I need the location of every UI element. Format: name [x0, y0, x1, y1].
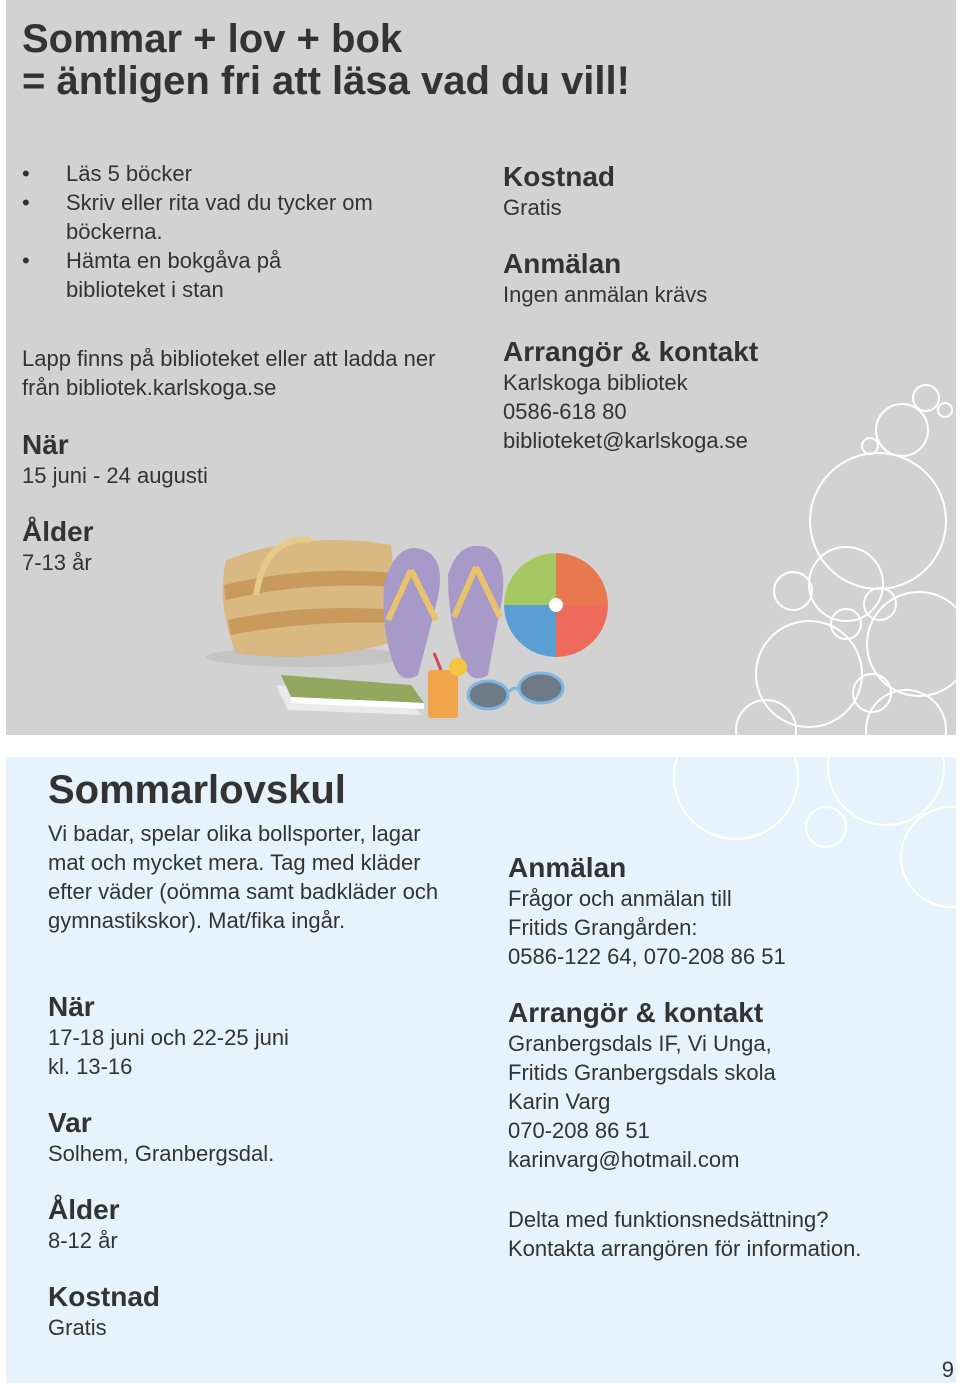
- when-line: kl. 13-16: [48, 1054, 133, 1079]
- contact-line: Karin Varg: [508, 1089, 611, 1114]
- disability-note: [508, 1205, 861, 1263]
- bullet-item: • Läs 5 böcker: [22, 159, 442, 188]
- contact-section: [508, 997, 776, 1174]
- signup-line: Fritids Grangården:: [508, 915, 698, 940]
- contact-line: Fritids Granbergsdals skola: [508, 1060, 776, 1085]
- where-section: [48, 1107, 274, 1168]
- beach-bag-icon: [206, 540, 406, 667]
- book-icon: [276, 675, 424, 715]
- signup-heading: Anmälan: [508, 852, 627, 883]
- signup-heading: Anmälan: [503, 248, 622, 279]
- signup-value: Ingen anmälan krävs: [503, 282, 708, 307]
- contact-line: Karlskoga bibliotek: [503, 370, 688, 395]
- disability-line: Delta med funktionsnedsättning?: [508, 1207, 829, 1232]
- disability-line: Kontakta arrangören för information.: [508, 1236, 862, 1261]
- when-section: [48, 991, 289, 1081]
- cost-value: Gratis: [48, 1315, 107, 1340]
- cost-section: [503, 161, 615, 222]
- beach-ball-icon: [504, 553, 608, 657]
- age-value: 8-12 år: [48, 1228, 118, 1253]
- signup-phone: 0586-122 64, 070-208 86 51: [508, 944, 786, 969]
- activity-description: Vi badar, spelar olika bollsporter, lagar mat och mycket mera. Tag med kläder efter väder (oömma samt badkläder och gymnastikskor). Mat/fika ingår.: [48, 821, 439, 933]
- age-section: [48, 1194, 120, 1255]
- contact-line: 070-208 86 51: [508, 1118, 650, 1143]
- contact-heading: Arrangör & kontakt: [508, 997, 764, 1028]
- contact-email: karinvarg@hotmail.com: [508, 1147, 740, 1172]
- cost-value: Gratis: [503, 195, 562, 220]
- when-section: [22, 429, 208, 490]
- when-heading: När: [48, 991, 95, 1022]
- sommarlovskul-title: Sommarlovskul: [48, 768, 346, 812]
- cost-heading: Kostnad: [503, 161, 615, 192]
- summer-title-line1: Sommar + lov + bok: [22, 17, 403, 61]
- when-line: 17-18 juni och 22-25 juni: [48, 1025, 289, 1050]
- signup-section: [503, 248, 707, 309]
- when-value: 15 juni - 24 augusti: [22, 463, 208, 488]
- when-heading: När: [22, 429, 69, 460]
- age-heading: Ålder: [22, 516, 94, 547]
- contact-section: [503, 336, 758, 455]
- summer-title: [22, 18, 922, 102]
- bullet-item: • Skriv eller rita vad du tycker om böckerna.: [22, 188, 442, 246]
- contact-heading: Arrangör & kontakt: [503, 336, 759, 367]
- flip-flops-icon: [383, 546, 503, 679]
- form-note: Lapp finns på biblioteket eller att ladda ner från bibliotek.karlskoga.se: [22, 346, 436, 400]
- summer-title-line2: = äntligen fri att läsa vad du vill!: [22, 59, 630, 103]
- sommarlovskul-panel: [6, 757, 956, 1383]
- summer-bullet-list: [22, 159, 442, 304]
- signup-line: Frågor och anmälan till: [508, 886, 732, 911]
- bullet-item: • Hämta en bokgåva på biblioteket i stan: [22, 246, 326, 304]
- age-section: [22, 516, 94, 577]
- where-heading: Var: [48, 1107, 92, 1138]
- cost-section: [48, 1281, 160, 1342]
- cost-heading: Kostnad: [48, 1281, 160, 1312]
- contact-line: Granbergsdals IF, Vi Unga,: [508, 1031, 772, 1056]
- signup-section: [508, 852, 786, 971]
- contact-email: biblioteket@karlskoga.se: [503, 428, 748, 453]
- contact-line: 0586-618 80: [503, 399, 627, 424]
- age-heading: Ålder: [48, 1194, 120, 1225]
- summer-illustration: [196, 525, 626, 725]
- age-value: 7-13 år: [22, 550, 92, 575]
- sunglasses-icon: [468, 673, 563, 709]
- summer-reading-panel: [6, 0, 956, 735]
- juice-glass-icon: [428, 653, 467, 718]
- where-value: Solhem, Granbergsdal.: [48, 1141, 275, 1166]
- page-number: 9: [941, 1357, 954, 1382]
